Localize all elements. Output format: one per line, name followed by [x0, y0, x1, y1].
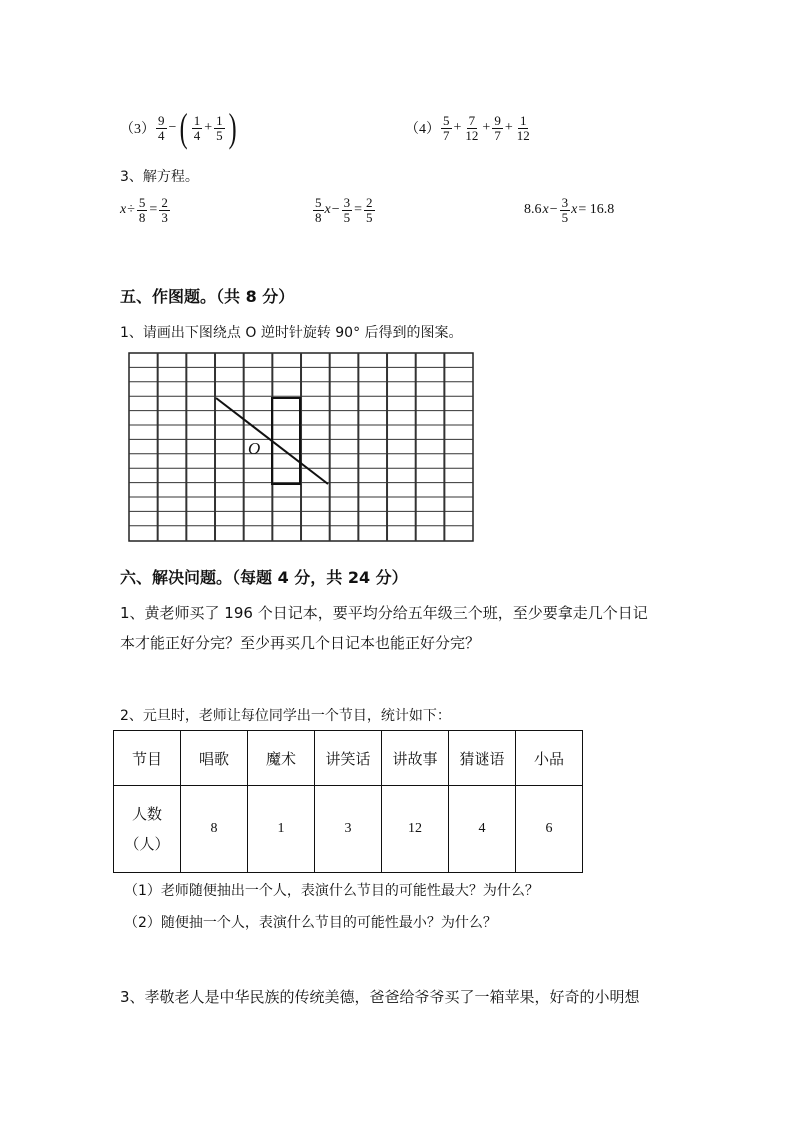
table-header-cell: 猜谜语 — [449, 731, 516, 786]
section-6-question-1-line-1: 1、黄老师买了 196 个日记本，要平均分给五年级三个班，至少要拿走几个日记 — [120, 604, 648, 622]
table-header-cell: 节目 — [114, 731, 181, 786]
row-label-line-2: （人） — [124, 835, 170, 853]
fraction: $\frac{2}{5}$ — [366, 194, 373, 225]
question-2-sub-1: （1）老师随便抽出一个人，表演什么节目的可能性最大？为什么？ — [124, 883, 539, 899]
operator: − — [168, 120, 177, 135]
equation-1: x ÷ $\frac{5}{8}$ = $\frac{2}{3}$ — [120, 194, 168, 225]
operator: + — [453, 120, 462, 135]
section-6-question-3: 3、孝敬老人是中华民族的传统美德，爸爸给爷爷买了一箱苹果，好奇的小明想 — [120, 988, 640, 1006]
section-5-title: 五、作图题。（共 8 分） — [120, 287, 295, 306]
table-cell: 4 — [449, 786, 516, 873]
row-label-line-1: 人数 — [131, 805, 162, 823]
table-header-cell: 唱歌 — [181, 731, 248, 786]
fraction: $\frac{3}{5}$ — [561, 194, 569, 225]
table-header-row — [114, 731, 583, 786]
table-header-cell: 魔术 — [248, 731, 315, 786]
item-label: （3） — [120, 122, 155, 137]
equation-3: 8.6 x − $\frac{3}{5}$ x = 16.8 — [524, 194, 615, 225]
fraction: $\frac{5}{7}$ — [443, 112, 450, 143]
rotation-grid-figure — [128, 352, 474, 546]
fraction: $\frac{2}{3}$ — [161, 194, 168, 225]
table-header-cell: 小品 — [516, 731, 583, 786]
section-6-title: 六、解决问题。（每题 4 分，共 24 分） — [120, 568, 408, 587]
table-cell: 6 — [516, 786, 583, 873]
fraction: $\frac{5}{8}$ — [315, 194, 322, 225]
fraction: $\frac{3}{5}$ — [343, 194, 351, 225]
section-5-question-1: 1、请画出下图绕点 O 逆时针旋转 90° 后得到的图案。 — [120, 325, 463, 341]
table-header-cell: 讲笑话 — [315, 731, 382, 786]
operator: + — [482, 120, 491, 135]
table-row — [114, 786, 583, 873]
expression-3 — [120, 106, 239, 150]
fraction: $\frac{5}{8}$ — [138, 194, 146, 225]
table-header-cell: 讲故事 — [382, 731, 449, 786]
equation-2: $\frac{5}{8}$ x − $\frac{3}{5}$ = $\frac{2}{5}$ — [315, 194, 373, 225]
equations-title: 3、解方程。 — [120, 169, 199, 185]
point-o-label: O — [248, 439, 261, 458]
row-label-cell — [114, 786, 181, 873]
left-paren: ( — [180, 105, 189, 150]
fraction: $\frac{1}{12}$ — [516, 112, 530, 143]
item-label: （4） — [405, 122, 440, 137]
grid-svg — [128, 352, 474, 542]
section-6-question-2: 2、元旦时，老师让每位同学出一个节目，统计如下： — [120, 708, 451, 724]
expression-4 — [405, 106, 533, 150]
table-cell: 8 — [181, 786, 248, 873]
fraction: $\frac{1}{5}$ — [216, 112, 223, 143]
fraction: $\frac{9}{4}$ — [158, 112, 165, 143]
program-statistics-table — [113, 730, 583, 873]
fraction: $\frac{7}{12}$ — [465, 112, 479, 143]
table-cell: 3 — [315, 786, 382, 873]
question-2-sub-2: （2）随便抽一个人，表演什么节目的可能性最小？为什么？ — [124, 915, 497, 931]
right-paren: ) — [228, 105, 237, 150]
operator: + — [504, 120, 513, 135]
section-6-question-1-line-2: 本才能正好分完？至少再买几个日记本也能正好分完？ — [120, 634, 481, 652]
fraction: $\frac{1}{4}$ — [193, 112, 201, 143]
table-cell: 12 — [382, 786, 449, 873]
fraction: $\frac{9}{7}$ — [494, 112, 501, 143]
table-cell: 1 — [248, 786, 315, 873]
operator: + — [204, 120, 213, 135]
